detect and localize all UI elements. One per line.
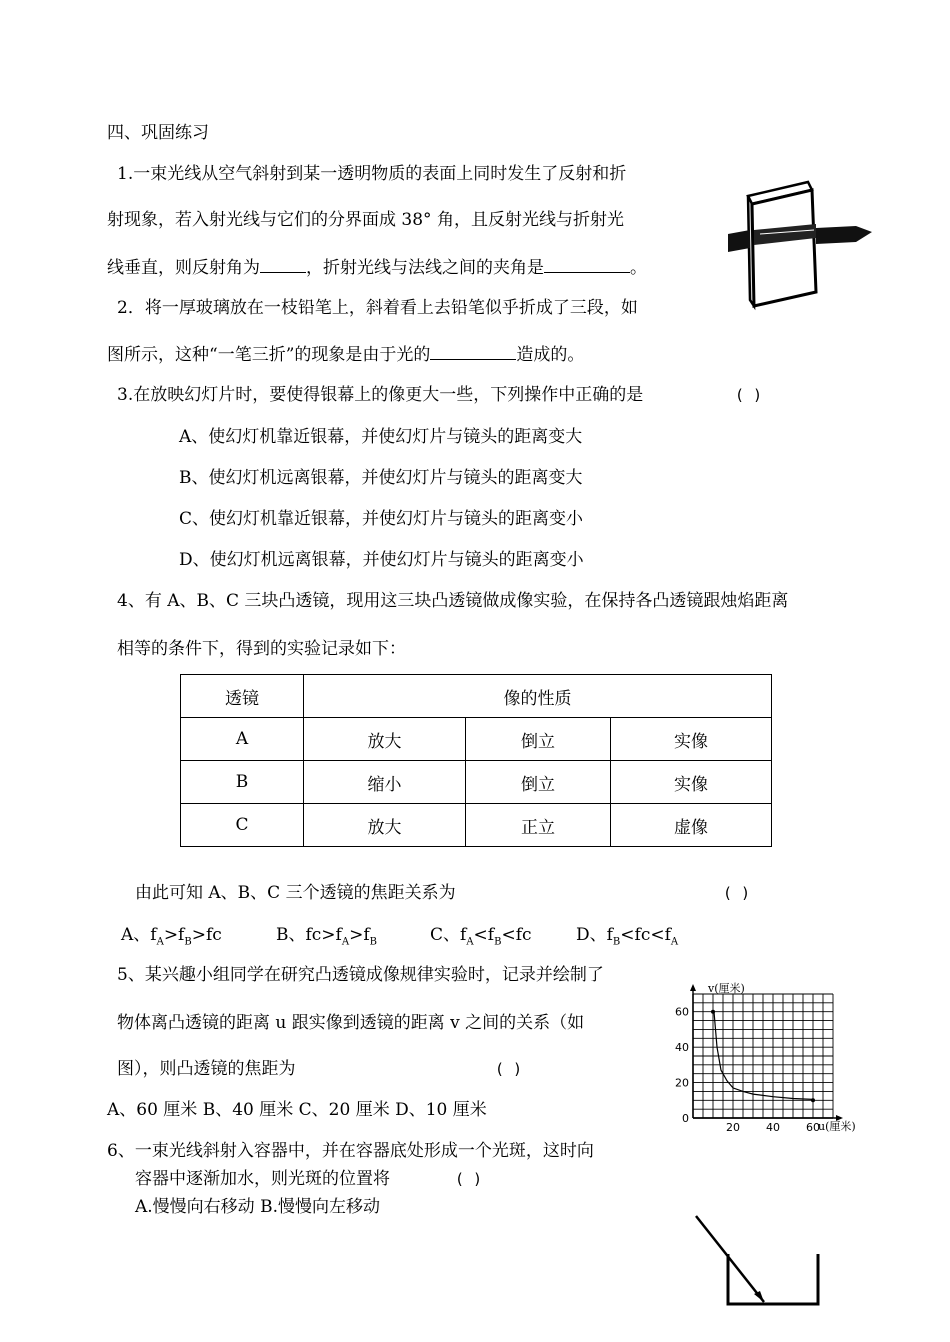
q6-answer-bracket[interactable]: ( ): [455, 1170, 483, 1188]
q1-blank-refraction-angle[interactable]: [544, 256, 630, 273]
y-tick-label: 0: [682, 1112, 689, 1125]
section-title: 四、巩固练习: [107, 123, 209, 143]
q2-line2-text-a: 图所示，这种“一笔三折”的现象是由于光的: [107, 345, 431, 365]
cell-orientation: 正立: [466, 804, 611, 847]
cell-size: 缩小: [304, 761, 466, 804]
q1-line3-text-b: ，折射光线与法线之间的夹角是: [306, 258, 544, 278]
y-axis-label: v(厘米): [708, 982, 745, 995]
curve-marker-point: [811, 1098, 815, 1102]
glass-pencil-illustration: [720, 168, 880, 318]
header-property: 像的性质: [304, 675, 772, 718]
curve-marker-point: [711, 1010, 715, 1014]
q4-answer-bracket[interactable]: ( ): [723, 884, 751, 902]
q3-answer-bracket[interactable]: ( ): [735, 386, 763, 404]
q3-option-c[interactable]: C、使幻灯机靠近银幕，并使幻灯片与镜头的距离变小: [179, 509, 584, 529]
q5-line1: 5、某兴趣小组同学在研究凸透镜成像规律实验时，记录并绘制了: [117, 965, 604, 985]
q6-options[interactable]: A.慢慢向右移动 B.慢慢向左移动: [135, 1197, 380, 1217]
y-tick-label: 40: [675, 1041, 689, 1055]
q5-line3: 图），则凸透镜的焦距为: [117, 1059, 296, 1079]
q1-line2: 射现象，若入射光线与它们的分界面成 38° 角，且反射光线与折射光: [107, 210, 624, 230]
q4-line1: 4、有 A、B、C 三块凸透镜，现用这三块凸透镜做成像实验，在保持各凸透镜跟烛焰距离: [117, 591, 789, 611]
uv-graph: [668, 984, 868, 1134]
grid-lines: [690, 984, 843, 1121]
table-row: [181, 804, 772, 847]
axis-ticks: [675, 1006, 820, 1134]
light-beam: [696, 1216, 764, 1302]
cell-lens: A: [181, 718, 304, 761]
header-lens: 透镜: [181, 675, 304, 718]
q3-stem: 3.在放映幻灯片时，要使得银幕上的像更大一些，下列操作中正确的是: [117, 385, 644, 405]
q2-line2-text-b: 造成的。: [516, 345, 585, 365]
q4-conclusion: 由此可知 A、B、C 三个透镜的焦距关系为: [135, 883, 456, 903]
y-tick-label: 20: [675, 1076, 689, 1090]
q3-option-b[interactable]: B、使幻灯机远离银幕，并使幻灯片与镜头的距离变大: [179, 468, 583, 488]
table-row: [181, 718, 772, 761]
lens-results-table: [180, 674, 772, 847]
q1-line3: [107, 256, 647, 279]
q3-option-d[interactable]: D、使幻灯机远离银幕，并使幻灯片与镜头的距离变小: [179, 550, 584, 570]
cell-kind: 虚像: [611, 804, 772, 847]
q5-line2: 物体离凸透镜的距离 u 跟实像到透镜的距离 v 之间的关系（如: [117, 1013, 585, 1033]
y-tick-label: 60: [675, 1005, 689, 1019]
q6-line1: 6、一束光线斜射入容器中，并在容器底处形成一个光斑，这时向: [107, 1141, 594, 1161]
q4-option-c[interactable]: C、$f_A<f_B<fc$: [430, 925, 532, 948]
table-header-row: [181, 675, 772, 718]
q4-option-d[interactable]: D、$f_B<fc<f_A$: [576, 925, 679, 948]
cell-kind: 实像: [611, 761, 772, 804]
container-light-diagram: [690, 1212, 830, 1312]
cell-orientation: 倒立: [466, 761, 611, 804]
q2-line2: [107, 343, 584, 366]
q1-line3-text-a: 线垂直，则反射角为: [107, 258, 260, 278]
cell-size: 放大: [304, 804, 466, 847]
cell-kind: 实像: [611, 718, 772, 761]
container-outline: [728, 1254, 818, 1304]
q3-option-a[interactable]: A、使幻灯机靠近银幕，并使幻灯片与镜头的距离变大: [179, 427, 583, 447]
table-row: [181, 761, 772, 804]
cell-lens: C: [181, 804, 304, 847]
cell-size: 放大: [304, 718, 466, 761]
q4-line2: 相等的条件下，得到的实验记录如下：: [117, 639, 406, 659]
q1-line3-text-c: 。: [630, 258, 647, 278]
cell-lens: B: [181, 761, 304, 804]
q4-option-a[interactable]: A、$f_A>f_B>fc$: [121, 925, 222, 948]
q5-options[interactable]: A、60 厘米 B、40 厘米 C、20 厘米 D、10 厘米: [107, 1100, 487, 1120]
q1-blank-reflection-angle[interactable]: [260, 256, 306, 273]
x-tick-label: 40: [766, 1121, 780, 1134]
x-axis-label: u(厘米): [818, 1120, 856, 1133]
q4-option-b[interactable]: B、$fc>f_A>f_B$: [276, 925, 377, 948]
y-axis-arrow: [690, 984, 696, 991]
q5-answer-bracket[interactable]: ( ): [495, 1060, 523, 1078]
x-tick-label: 60: [806, 1121, 820, 1134]
q2-blank-phenomenon[interactable]: [430, 343, 516, 360]
q6-line2: 容器中逐渐加水，则光斑的位置将: [135, 1169, 390, 1189]
q1-line1: 1.一束光线从空气斜射到某一透明物质的表面上同时发生了反射和折: [117, 164, 627, 184]
cell-orientation: 倒立: [466, 718, 611, 761]
q2-line1: 2．将一厚玻璃放在一枝铅笔上，斜着看上去铅笔似乎折成了三段，如: [117, 298, 638, 318]
x-tick-label: 20: [726, 1121, 740, 1134]
